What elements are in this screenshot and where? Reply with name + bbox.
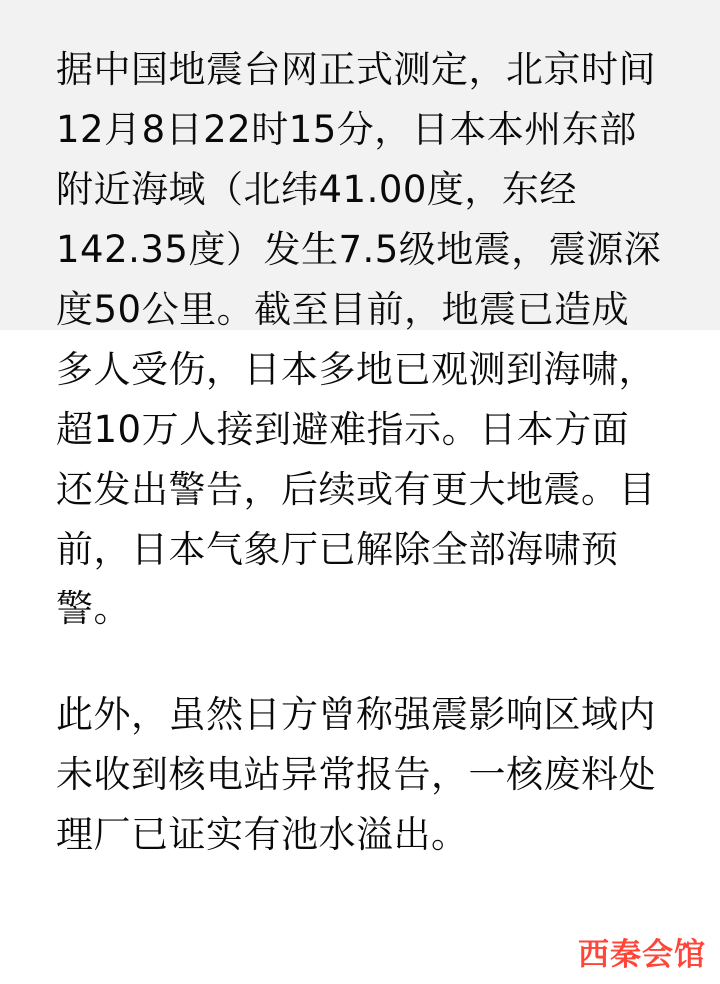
paragraph-1: 据中国地震台网正式测定，北京时间12月8日22时15分，日本本州东部附近海域（北纬41.00度，东经142.35度）发生7.5级地震，震源深度50公里。截至目前，地震已造成多人受伤，日本多地已观测到海啸，超10万人接到避难指示。日本方面还发出警告，后续或有更大地震。目前，日本气象厅已解除全部海啸预警。 [56,48,662,631]
paragraph-2: 此外，虽然日方曾称强震影响区域内未收到核电站异常报告，一核废料处理厂已证实有池水溢出。 [56,693,656,857]
watermark-label: 西秦会馆 [578,937,706,973]
